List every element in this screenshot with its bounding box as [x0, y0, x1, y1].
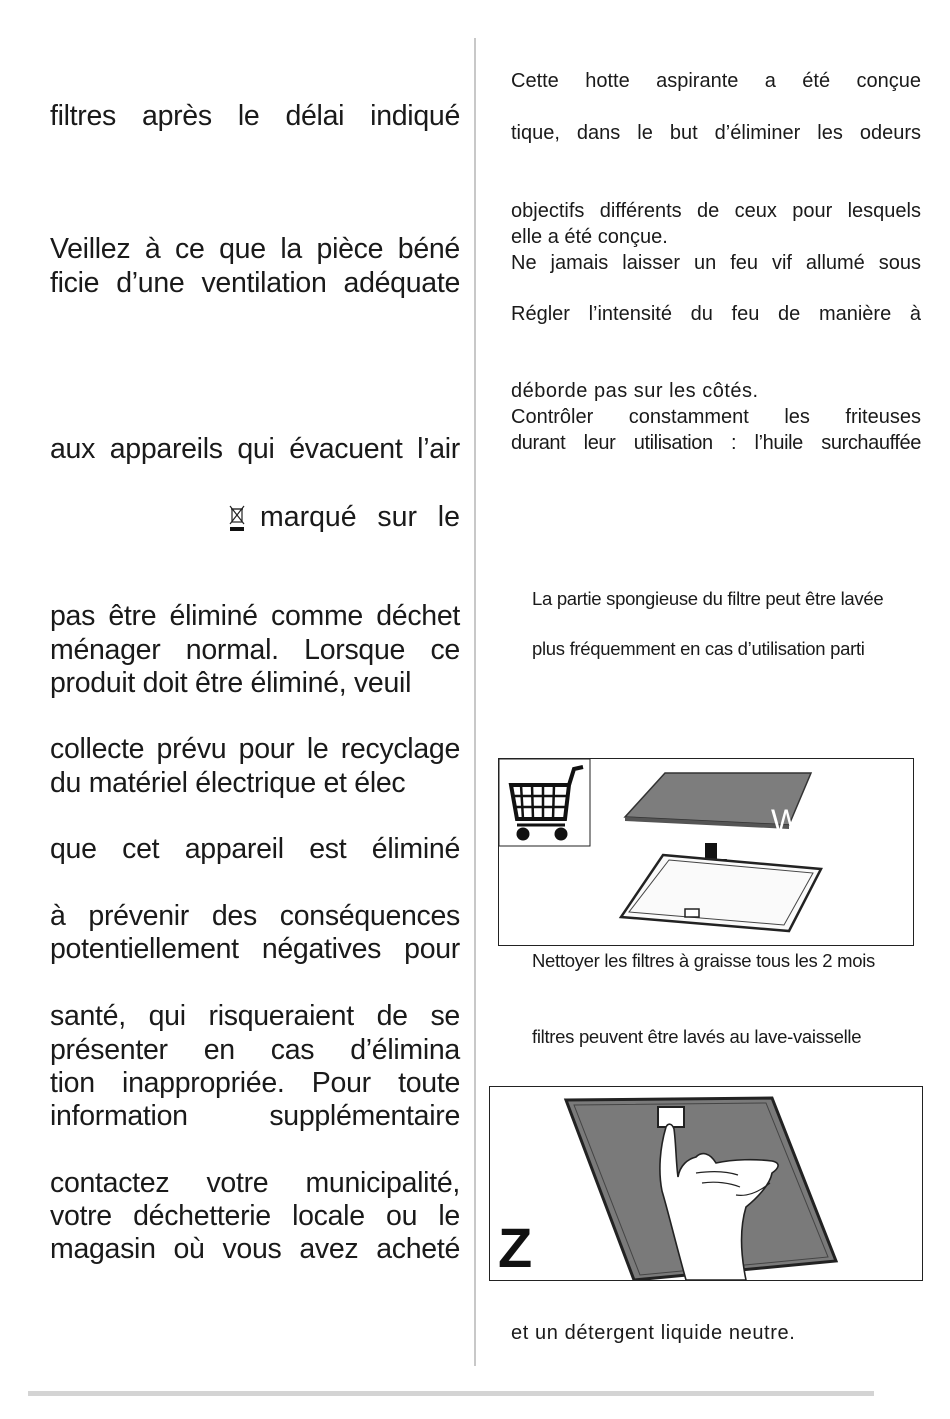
figure-label: W [771, 803, 802, 839]
left-text-line: du matériel électrique et élec [50, 767, 406, 799]
left-text-line: aux appareils qui évacuent l’air [50, 433, 460, 465]
right-text-line: Cette hotte aspirante a été conçue [511, 70, 921, 92]
column-divider [474, 38, 476, 1366]
left-text-line: potentiellement négatives pour [50, 933, 460, 965]
crossed-bin-icon [228, 504, 246, 532]
filter-note: La partie spongieuse du filtre peut être lavée [532, 588, 884, 609]
filter-note: Nettoyer les filtres à graisse tous les 2 mois [532, 950, 875, 971]
left-text-line: marqué sur le [260, 501, 460, 533]
left-text-line: filtres après le délai indiqué [50, 100, 460, 132]
left-text-line: votre déchetterie locale ou le [50, 1200, 460, 1232]
filter-removal-figure [489, 1086, 923, 1281]
footer-rule [28, 1391, 874, 1396]
right-text-line: durant leur utilisation : l’huile surchauffée [511, 432, 921, 454]
left-text-line: information supplémentaire [50, 1100, 460, 1132]
right-text-line: tique, dans le but d’éliminer les odeurs [511, 122, 921, 144]
figure-label: Z [498, 1216, 533, 1279]
left-text-line: tion inappropriée. Pour toute [50, 1067, 460, 1099]
right-text-line: Ne jamais laisser un feu vif allumé sous [511, 252, 921, 274]
right-text-line: Contrôler constamment les friteuses [511, 406, 921, 428]
right-text-line: Régler l’intensité du feu de manière à [511, 303, 921, 325]
filter-note: filtres peuvent être lavés au lave-vaisselle [532, 1026, 862, 1047]
left-text-line: magasin où vous avez acheté [50, 1233, 460, 1265]
left-text-line: que cet appareil est éliminé [50, 833, 460, 865]
filter-note: plus fréquemment en cas d’utilisation parti [532, 638, 865, 659]
filter-replacement-figure [498, 758, 914, 946]
filter-note: et un détergent liquide neutre. [511, 1322, 796, 1344]
right-text-line: elle a été conçue. [511, 226, 668, 248]
left-text-line: Veillez à ce que la pièce béné [50, 233, 460, 265]
left-text-line: présenter en cas d’élimina [50, 1034, 460, 1066]
left-text-line: santé, qui risqueraient de se [50, 1000, 460, 1032]
left-text-line: contactez votre municipalité, [50, 1167, 460, 1199]
left-text-line: produit doit être éliminé, veuil [50, 667, 412, 699]
right-text-line: objectifs différents de ceux pour lesquels [511, 200, 921, 222]
left-text-line: pas être éliminé comme déchet [50, 600, 460, 632]
left-text-line: ficie d’une ventilation adéquate [50, 267, 460, 299]
right-text-line: déborde pas sur les côtés. [511, 380, 759, 402]
left-text-line: à prévenir des conséquences [50, 900, 460, 932]
left-text-line: collecte prévu pour le recyclage [50, 733, 460, 765]
left-text-line: ménager normal. Lorsque ce [50, 634, 460, 666]
